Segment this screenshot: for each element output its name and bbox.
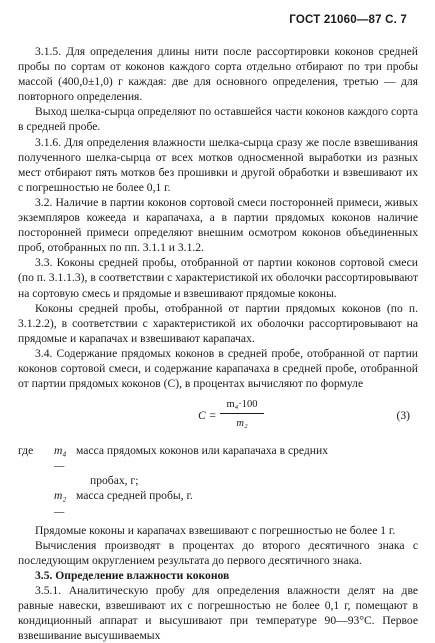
formula-numerator: m₄·100 (220, 397, 264, 414)
definition-m4: масса прядомых коконов или карапачаха в средних (76, 444, 329, 458)
formula-denominator: m₂ (236, 418, 248, 430)
where-m4-line (18, 443, 418, 473)
paragraph-3-1-6: 3.1.6. Для определения влажности шелка-сырца сразу же после взвешивания полученного шелка-сырца от всех мотков односменной выработки из разных мест отбирают пять мотков без прошивки и другой обработки и взвешивают их с погрешностью не более 0,1 г. (18, 135, 418, 194)
symbol-m2: m₂ — (54, 489, 67, 518)
document-body (18, 44, 418, 643)
page-header: ГОСТ 21060—87 С. 7 (289, 14, 407, 26)
paragraph-3-4: 3.4. Содержание прядомых коконов в средней пробе, отобранной от партии коконов сортовой смеси, и содержание карапачаха в средней пробе, отобранной от партии прядомых коконов (C), в процентах вычисляют по формуле (18, 346, 418, 391)
paragraph-3-1-5: 3.1.5. Для определения длины нити после рассортировки коконов средней пробы по сортам от коконов каждого сорта отдельно отбирают по три пробы массой (400,0±1,0) г каждая: две для основного определения, третью — для повторного определения. (18, 45, 418, 104)
formula-number: (3) (396, 409, 410, 423)
paragraph-3-3: 3.3. Коконы средней пробы, отобранной от партии коконов сортовой смеси (по п. 3.1.1.3), в соответствии с характеристикой их оболочки рассортировывают на сортовую смесь и прядомые и взвешивают прядомые коконы. (18, 256, 418, 300)
formula-fraction (220, 397, 264, 431)
symbol-m4: m₄ — (54, 444, 67, 473)
formula-3 (18, 397, 418, 435)
paragraph-spinnable-cocoons: Коконы средней пробы, отобранной от партии прядомых коконов (по п. 3.1.2.2), в соответствии с характеристикой их оболочки рассортировывают на прядомые и карапачах и взвешивают карапачах. (18, 301, 418, 345)
where-m2-line (18, 488, 418, 518)
section-heading-3-5: 3.5. Определение влажности коконов (35, 568, 230, 582)
definition-m4-continued: пробах, г; (90, 474, 139, 488)
paragraph-weighing-precision: Прядомые коконы и карапачах взвешивают с погрешностью не более 1 г. (35, 523, 396, 537)
formula-lhs: C = (198, 409, 217, 423)
paragraph-raw-silk-yield: Выход шелка-сырца определяют по оставшейся части коконов каждого сорта в средней пробе. (18, 105, 418, 134)
paragraph-3-2: 3.2. Наличие в партии коконов сортовой смеси посторонней примеси, живых экземпляров кожееда и карапачаха, а в партии прядомых коконов наличие посторонней примеси определяют внешним осмотром коконов объединенных проб, отобранных по пп. 3.1.1 и 3.1.2. (18, 195, 418, 255)
paragraph-3-5-1: 3.5.1. Аналитическую пробу для определения влажности делят на две равные навески, взвешивают их с погрешностью не более 0,1 г, помещают в кондиционный аппарат и высушивают при температуре 90—93°С. Первое взвешивание высушиваемых (18, 584, 418, 643)
definition-m2: масса средней пробы, г. (76, 489, 193, 503)
where-word: где (18, 444, 34, 458)
paragraph-calculation-rounding: Вычисления производят в процентах до второго десятичного знака с последующим округлением результата до первого десятичного знака. (18, 538, 418, 567)
